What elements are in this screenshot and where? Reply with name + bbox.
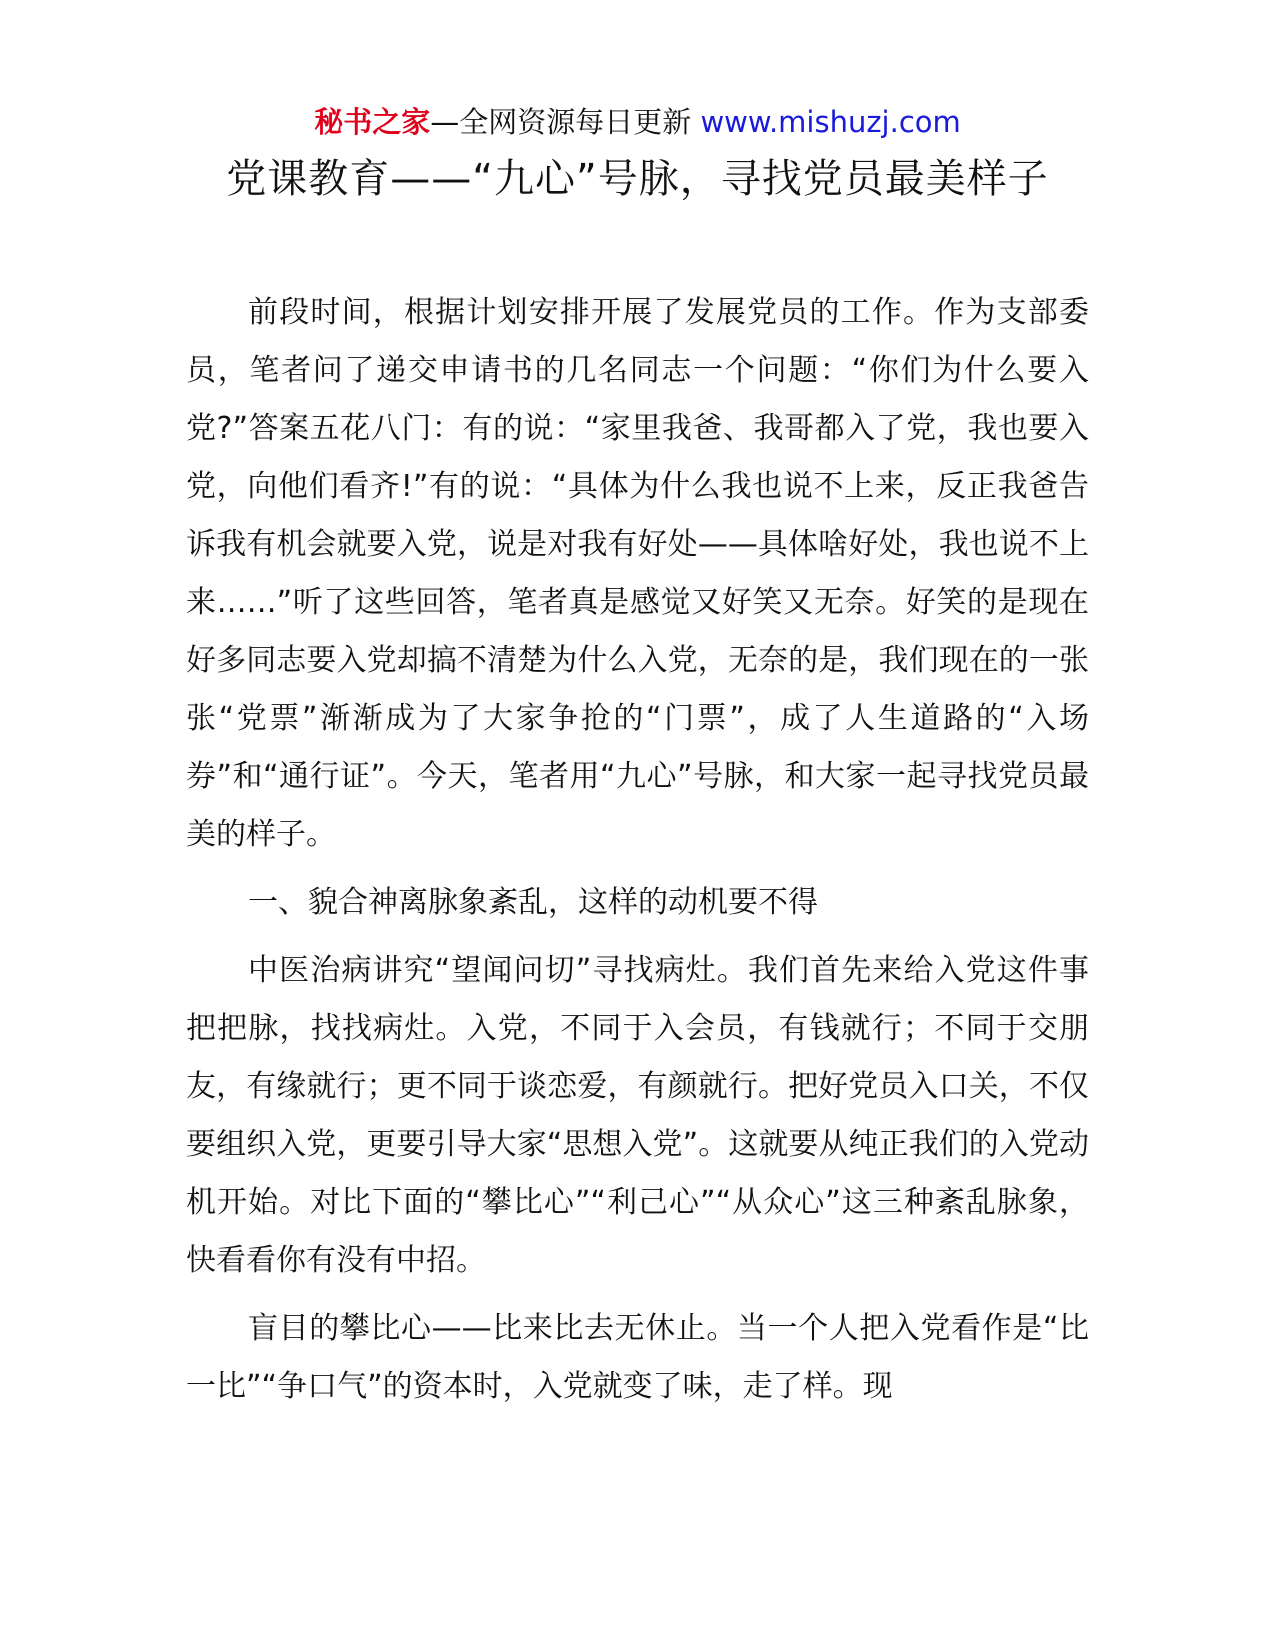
site-brand: 秘书之家	[314, 105, 431, 139]
site-url-link[interactable]: www.mishuzj.com	[700, 105, 961, 139]
paragraph-section-1: 中医治病讲究“望闻问切”寻找病灶。我们首先来给入党这件事把把脉，找找病灶。入党，不同于入会员，有钱就行；不同于交朋友，有缘就行；更不同于谈恋爱，有颜就行。把好党员入口关，不仅要组织入党，更要引导大家“思想入党”。这就要从纯正我们的入党动机开始。对比下面的“攀比心”“利己心”“从众心”这三种紊乱脉象，快看看你有没有中招。	[186, 953, 1089, 1278]
paragraph-comparison: 盲目的攀比心——比来比去无休止。当一个人把入党看作是“比一比”“争口气”的资本时，入党就变了味，走了样。现	[186, 1311, 1089, 1404]
site-tagline: —全网资源每日更新	[430, 105, 692, 139]
site-header	[0, 102, 1275, 142]
document-body	[186, 284, 1089, 1426]
section-heading-1: 一、貌合神离脉象紊乱，这样的动机要不得	[248, 885, 818, 920]
document-title: 党课教育——“九心”号脉，寻找党员最美样子	[226, 156, 1049, 202]
paragraph-intro: 前段时间，根据计划安排开展了发展党员的工作。作为支部委员，笔者问了递交申请书的几名同志一个问题：“你们为什么要入党?”答案五花八门：有的说：“家里我爸、我哥都入了党，我也要入党，向他们看齐!”有的说：“具体为什么我也说不上来，反正我爸告诉我有机会就要入党，说是对我有好处——具体啥好处，我也说不上来……”听了这些回答，笔者真是感觉又好笑又无奈。好笑的是现在好多同志要入党却搞不清楚为什么入党，无奈的是，我们现在的一张张“党票”渐渐成为了大家争抢的“门票”，成了人生道路的“入场券”和“通行证”。今天，笔者用“九心”号脉，和大家一起寻找党员最美的样子。	[186, 295, 1089, 852]
